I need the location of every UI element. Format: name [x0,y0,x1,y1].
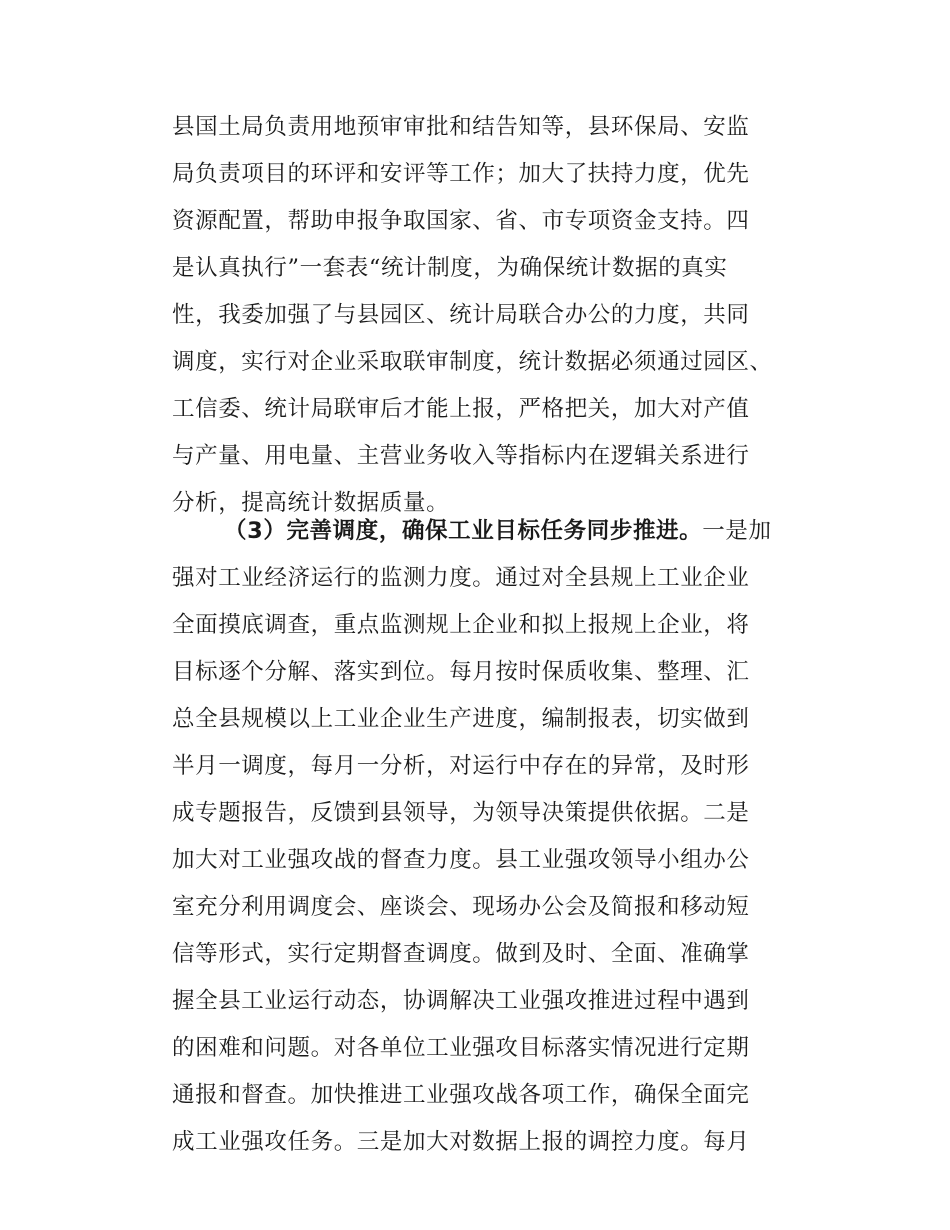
paragraph-line: 总全县规模以上工业企业生产进度，编制报表，切实做到 [172,706,750,732]
paragraph-line: 的困难和问题。对各单位工业强攻目标落实情况进行定期 [172,1035,750,1061]
paragraph-line: 是认真执行”一套表“统计制度，为确保统计数据的真实 [172,255,728,281]
paragraph-line: 调度，实行对企业采取联审制度，统计数据必须通过园区、 [172,349,773,375]
paragraph-line: 强对工业经济运行的监测力度。通过对全县规上工业企业 [172,565,750,591]
paragraph-line: 全面摸底调查，重点监测规上企业和拟上报规上企业，将 [172,612,750,638]
paragraph-line: 成工业强攻任务。三是加大对数据上报的调控力度。每月 [172,1129,750,1155]
paragraph-line: 资源配置，帮助申报争取国家、省、市专项资金支持。四 [172,208,750,234]
paragraph-line: 分析，提高统计数据质量。 [172,490,450,516]
paragraph-line: 目标逐个分解、落实到位。每月按时保质收集、整理、汇 [172,659,750,685]
section-heading: （3）完善调度，确保工业目标任务同步推进。 [224,518,703,544]
paragraph-line: 握全县工业运行动态，协调解决工业强攻推进过程中遇到 [172,988,750,1014]
paragraph-line: 县国土局负责用地预审审批和结告知等，县环保局、安监 [172,114,750,140]
paragraph-line: 性，我委加强了与县园区、统计局联合办公的力度，共同 [172,302,750,328]
paragraph-line: 加大对工业强攻战的督查力度。县工业强攻领导小组办公 [172,847,750,873]
paragraph-line: 室充分利用调度会、座谈会、现场办公会及简报和移动短 [172,894,750,920]
paragraph-line: 通报和督查。加快推进工业强攻战各项工作，确保全面完 [172,1082,750,1108]
paragraph-1 [172,104,812,527]
paragraph-2 [172,508,812,1166]
first-line-text: 一是加 [702,518,772,544]
paragraph-line: 与产量、用电量、主营业务收入等指标内在逻辑关系进行 [172,443,750,469]
paragraph-line: 半月一调度，每月一分析，对运行中存在的异常，及时形 [172,753,750,779]
paragraph-line: 信等形式，实行定期督查调度。做到及时、全面、准确掌 [172,941,750,967]
paragraph-line: 局负责项目的环评和安评等工作；加大了扶持力度，优先 [172,161,750,187]
paragraph-line: 成专题报告，反馈到县领导，为领导决策提供依据。二是 [172,800,750,826]
paragraph-line: 工信委、统计局联审后才能上报，严格把关，加大对产值 [172,396,750,422]
paragraph-first-line [172,508,812,555]
